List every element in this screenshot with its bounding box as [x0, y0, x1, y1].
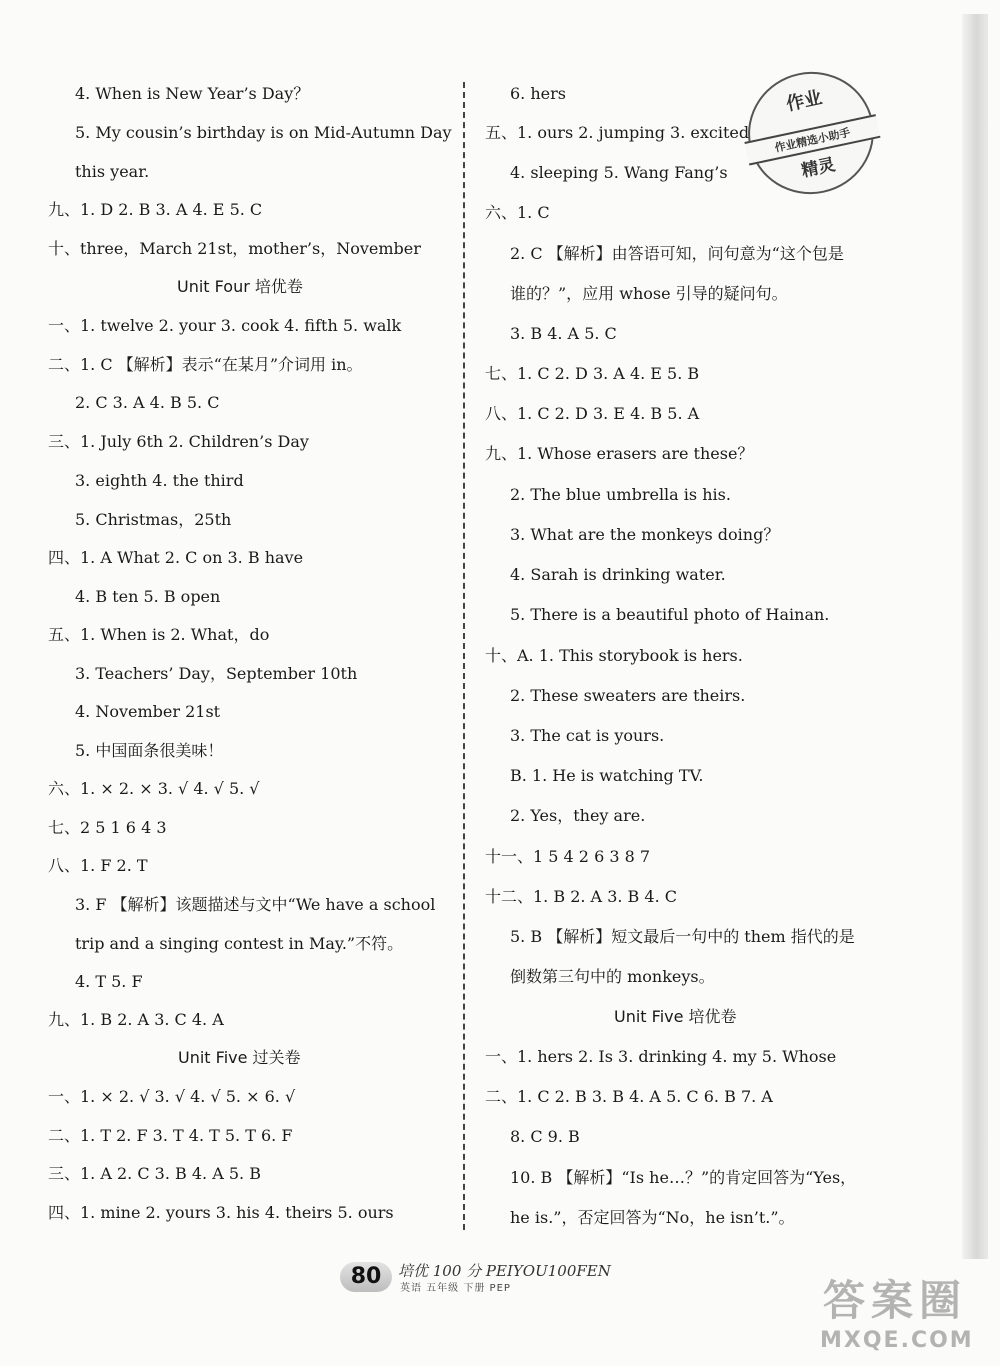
- answer-line: 一、1. hers 2. Is 3. drinking 4. my 5. Whose: [485, 1047, 837, 1066]
- answer-line: 三、1. July 6th 2. Children’s Day: [48, 432, 309, 451]
- answer-line: 4. Sarah is drinking water.: [510, 565, 726, 584]
- answer-line: 五、1. When is 2. What，do: [48, 625, 270, 644]
- answer-line: 七、1. C 2. D 3. A 4. E 5. B: [485, 364, 700, 383]
- answer-line: 4. sleeping 5. Wang Fang’s: [510, 163, 728, 182]
- answer-line: 九、1. Whose erasers are these？: [485, 444, 754, 463]
- answer-line: 5. There is a beautiful photo of Hainan.: [510, 605, 830, 624]
- answer-line: 10. B 【解析】“Is he…？”的肯定回答为“Yes，: [510, 1168, 857, 1187]
- answer-line: 4. T 5. F: [75, 972, 143, 991]
- answer-line: 5. B 【解析】短文最后一句中的 them 指代的是: [510, 927, 855, 946]
- answer-line: 二、1. C 【解析】表示“在某月”介词用 in。: [48, 355, 363, 374]
- answer-line: trip and a singing contest in May.”不符。: [75, 934, 404, 953]
- answer-line: 2. C 3. A 4. B 5. C: [75, 393, 220, 412]
- watermark-url: MXQE.COM: [820, 1328, 974, 1353]
- answer-line: 六、1. C: [485, 203, 550, 222]
- answer-line: 3. The cat is yours.: [510, 726, 665, 745]
- stamp-bottom-text: 精灵: [799, 154, 838, 182]
- answer-line: 四、1. A What 2. C on 3. B have: [48, 548, 304, 567]
- answer-line: 2. Yes，they are.: [510, 806, 646, 825]
- answer-line: 八、1. C 2. D 3. E 4. B 5. A: [485, 404, 700, 423]
- answer-line: 谁的？”，应用 whose 引导的疑问句。: [510, 284, 788, 303]
- column-divider: [463, 82, 465, 1230]
- answer-line: 2. C 【解析】由答语可知，问句意为“这个包是: [510, 244, 844, 263]
- page-footer: [340, 1262, 611, 1296]
- answer-line: 十、three，March 21st，mother’s，November: [48, 239, 421, 258]
- answer-line: 2. These sweaters are theirs.: [510, 686, 746, 705]
- answer-line: 3. eighth 4. the third: [75, 471, 244, 490]
- answer-line: 3. F 【解析】该题描述与文中“We have a school: [75, 895, 436, 914]
- stamp-top-text: 作业: [784, 87, 825, 116]
- answer-line: 四、1. mine 2. yours 3. his 4. theirs 5. ours: [48, 1203, 394, 1222]
- answer-line: 5. Christmas，25th: [75, 510, 232, 529]
- answer-line: 3. What are the monkeys doing？: [510, 525, 780, 544]
- answer-line: 4. B ten 5. B open: [75, 587, 221, 606]
- answer-line: 二、1. T 2. F 3. T 4. T 5. T 6. F: [48, 1126, 293, 1145]
- answer-line: 3. Teachers’ Day，September 10th: [75, 664, 358, 683]
- answer-line: 倒数第三句中的 monkeys。: [510, 967, 715, 986]
- answer-line: 三、1. A 2. C 3. B 4. A 5. B: [48, 1164, 261, 1183]
- answer-line: 十一、1 5 4 2 6 3 8 7: [485, 847, 651, 866]
- answer-line: 6. hers: [510, 84, 566, 103]
- answer-line: this year.: [75, 162, 150, 181]
- watermark-logo: [820, 1268, 974, 1360]
- answer-line: he is.”，否定回答为“No，he isn’t.”。: [510, 1208, 795, 1227]
- answer-line: 九、1. D 2. B 3. A 4. E 5. C: [48, 200, 263, 219]
- answer-line: 一、1. twelve 2. your 3. cook 4. fifth 5. walk: [48, 316, 402, 335]
- footer-brand: 培优 100 分 PEIYOU100FEN: [398, 1262, 611, 1280]
- answer-line: 二、1. C 2. B 3. B 4. A 5. C 6. B 7. A: [485, 1087, 773, 1106]
- section-heading: Unit Five 培优卷: [614, 1007, 737, 1026]
- answer-line: 九、1. B 2. A 3. C 4. A: [48, 1010, 224, 1029]
- answer-line: 五、1. ours 2. jumping 3. excited: [485, 123, 750, 142]
- answer-line: 8. C 9. B: [510, 1127, 580, 1146]
- answer-line: B. 1. He is watching TV.: [510, 766, 704, 785]
- section-heading: Unit Four 培优卷: [177, 277, 303, 296]
- answer-line: 六、1. × 2. × 3. √ 4. √ 5. √: [48, 779, 260, 798]
- answer-line: 2. The blue umbrella is his.: [510, 485, 731, 504]
- page-edge-shadow: [962, 14, 988, 1259]
- answer-line: 3. B 4. A 5. C: [510, 324, 617, 343]
- answer-line: 4. When is New Year’s Day？: [75, 84, 310, 103]
- answer-line: 十二、1. B 2. A 3. B 4. C: [485, 887, 677, 906]
- answer-line: 一、1. × 2. √ 3. √ 4. √ 5. × 6. √: [48, 1087, 296, 1106]
- section-heading: Unit Five 过关卷: [178, 1048, 301, 1067]
- answer-line: 十、A. 1. This storybook is hers.: [485, 646, 743, 665]
- footer-subline: 英语 五年级 下册 PEP: [400, 1283, 511, 1294]
- answer-line: 5. 中国面条很美味！: [75, 741, 224, 760]
- answer-line: 4. November 21st: [75, 702, 221, 721]
- answer-line: 七、2 5 1 6 4 3: [48, 818, 167, 837]
- stamp-seal: [737, 60, 886, 206]
- watermark-text: 答案圈: [822, 1276, 967, 1325]
- stamp-middle-text: 作业精选小助手: [744, 114, 880, 165]
- answer-line: 5. My cousin’s birthday is on Mid-Autumn Day: [75, 123, 452, 142]
- answer-line: 八、1. F 2. T: [48, 856, 148, 875]
- page-number: 80: [340, 1262, 392, 1292]
